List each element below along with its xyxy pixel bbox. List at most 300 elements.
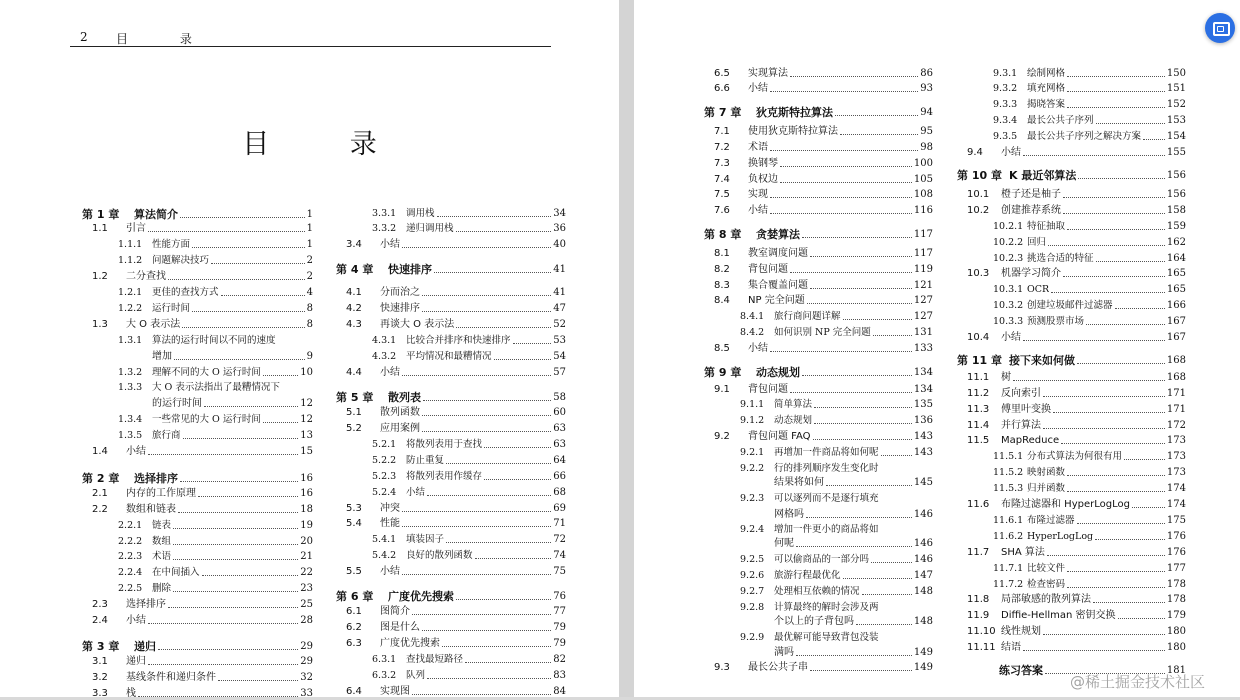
toc-entry-title: 集合覆盖问题 [748, 280, 808, 291]
toc-entry[interactable] [957, 113, 1186, 127]
toc-entry[interactable] [336, 620, 566, 634]
toc-entry[interactable] [704, 66, 933, 80]
toc-entry[interactable] [82, 534, 313, 548]
toc-entry-number: 4.1 [346, 287, 362, 298]
toc-entry[interactable] [704, 309, 933, 323]
toc-entry-number: 5.2.3 [372, 471, 397, 482]
toc-entry[interactable] [336, 221, 566, 235]
toc-entry[interactable] [82, 686, 313, 700]
toc-page-number: 166 [1166, 300, 1186, 311]
toc-page-number: 1 [306, 239, 313, 250]
toc-page-number: 131 [913, 327, 933, 338]
toc-leader-dots [1093, 602, 1165, 603]
toc-entry[interactable] [704, 445, 933, 459]
toc-leader-dots [1061, 443, 1165, 444]
toc-page-number: 154 [1166, 131, 1186, 142]
toc-entry[interactable] [336, 501, 566, 515]
toc-entry-number: 9.3.1 [993, 68, 1018, 79]
toc-entry-number: 第 9 章 [704, 366, 742, 379]
toc-entry[interactable] [82, 285, 313, 299]
toc-entry-title: 大 O 表示法 [126, 319, 181, 330]
toc-entry-number: 5.5 [346, 566, 362, 577]
toc-entry-number: 11.5.2 [993, 467, 1024, 478]
toc-entry-number: 10.3.3 [993, 316, 1024, 327]
toc-entry-title: NP 完全问题 [748, 295, 805, 306]
floating-action-button[interactable] [1205, 13, 1235, 43]
toc-leader-dots [1043, 428, 1165, 429]
toc-entry[interactable] [82, 317, 313, 331]
toc-entry[interactable] [704, 293, 933, 307]
toc-entry[interactable] [82, 412, 313, 426]
toc-page-number: 18 [300, 504, 313, 515]
toc-leader-dots [168, 607, 298, 608]
toc-entry[interactable] [957, 608, 1186, 622]
toc-entry-number: 8.4.1 [740, 311, 765, 322]
toc-entry-number: 11.7.2 [993, 579, 1024, 590]
toc-chapter-entry[interactable] [336, 261, 566, 276]
toc-entry-title: 分布式算法为何很有用 [1027, 451, 1123, 462]
toc-entry[interactable] [957, 402, 1186, 416]
toc-leader-dots [221, 295, 305, 296]
toc-page-number: 20 [300, 536, 313, 547]
toc-page-number: 180 [1166, 626, 1186, 637]
toc-entry[interactable] [336, 564, 566, 578]
toc-leader-dots [1067, 76, 1165, 77]
toc-page-number: 16 [300, 473, 313, 484]
toc-entry[interactable] [336, 548, 566, 562]
toc-leader-dots [442, 646, 551, 647]
toc-entry-title: 算法的运行时间以不同的速度 [152, 335, 276, 346]
toc-entry[interactable] [957, 187, 1186, 201]
toc-entry[interactable] [704, 262, 933, 276]
toc-entry[interactable] [336, 516, 566, 530]
toc-entry-title: 结果将如何 [774, 477, 824, 488]
toc-entry[interactable] [336, 668, 566, 682]
toc-page-number: 162 [1166, 237, 1186, 248]
toc-entry[interactable] [957, 545, 1186, 559]
toc-leader-dots [148, 664, 298, 665]
toc-entry[interactable] [957, 251, 1186, 265]
toc-entry[interactable] [704, 491, 933, 505]
toc-leader-dots [263, 375, 298, 376]
toc-entry-title: 实现算法 [748, 68, 788, 79]
toc-entry-title: 接下来如何做 [1009, 354, 1075, 367]
toc-page-number: 47 [553, 303, 566, 314]
toc-entry-title: 数组和链表 [126, 504, 176, 515]
toc-entry[interactable] [336, 604, 566, 618]
toc-entry[interactable] [82, 269, 313, 283]
toc-page-number: 180 [1166, 642, 1186, 653]
toc-leader-dots [796, 655, 912, 656]
toc-entry[interactable] [336, 532, 566, 546]
toc-leader-dots [780, 182, 912, 183]
toc-entry-title: 检查密码 [1027, 579, 1066, 590]
toc-entry[interactable] [957, 298, 1186, 312]
toc-entry-title: 问题解决技巧 [152, 255, 210, 266]
toc-entry-title: 最长公共子序列 [1027, 115, 1094, 126]
toc-entry[interactable] [336, 333, 566, 347]
toc-page-number: 98 [920, 142, 933, 153]
toc-entry[interactable] [82, 349, 313, 363]
toc-entry[interactable] [957, 465, 1186, 479]
toc-entry[interactable] [82, 565, 313, 579]
toc-entry[interactable] [704, 600, 933, 614]
toc-page-number: 4 [306, 287, 313, 298]
toc-page-number: 77 [553, 606, 566, 617]
toc-entry[interactable] [957, 266, 1186, 280]
toc-page-number: 1 [306, 209, 313, 220]
toc-entry-title: 可以偷商品的一部分吗 [774, 554, 870, 565]
toc-page-number: 95 [920, 126, 933, 137]
toc-entry[interactable] [957, 592, 1186, 606]
toc-entry[interactable] [704, 124, 933, 138]
toc-entry-number: 第 3 章 [82, 640, 120, 653]
toc-entry-number: 3.1 [92, 656, 108, 667]
toc-entry-title: 小结 [406, 487, 426, 498]
toc-page-number: 147 [913, 570, 933, 581]
toc-entry[interactable] [704, 397, 933, 411]
toc-chapter-entry[interactable] [82, 206, 313, 221]
toc-entry-title: 更佳的查找方式 [152, 287, 219, 298]
toc-entry-title: 创建推荐系统 [1001, 205, 1061, 216]
toc-leader-dots [402, 574, 551, 575]
toc-entry-number: 5.4.2 [372, 550, 397, 561]
toc-chapter-entry[interactable] [82, 470, 313, 485]
toc-leader-dots [770, 150, 918, 151]
toc-entry[interactable] [704, 645, 933, 659]
toc-entry-title: Diffie-Hellman 密钥交换 [1001, 610, 1116, 621]
toc-page-number: 94 [920, 107, 933, 118]
toc-page-number: 127 [913, 295, 933, 306]
toc-entry-number: 10.2.3 [993, 253, 1024, 264]
toc-page-number: 175 [1166, 515, 1186, 526]
toc-leader-dots [402, 511, 551, 512]
toc-title: 目 录 [242, 129, 413, 160]
toc-entry[interactable] [704, 552, 933, 566]
toc-entry-title: 在中间插入 [152, 567, 200, 578]
toc-entry[interactable] [704, 246, 933, 260]
toc-entry[interactable] [336, 301, 566, 315]
toc-page-number: 165 [1166, 268, 1186, 279]
toc-entry[interactable] [704, 429, 933, 443]
toc-entry-title: 最优解可能导致背包没装 [774, 632, 879, 643]
toc-entry[interactable] [957, 513, 1186, 527]
toc-entry-number: 4.4 [346, 367, 362, 378]
toc-page-number: 79 [553, 638, 566, 649]
toc-entry[interactable] [82, 380, 313, 394]
toc-entry[interactable] [957, 314, 1186, 328]
toc-entry-number: 2.3 [92, 599, 108, 610]
toc-chapter-entry[interactable] [82, 638, 313, 653]
toc-entry[interactable] [336, 684, 566, 698]
toc-entry-title: 一些常见的大 O 运行时间 [152, 414, 261, 425]
toc-entry-title: 回归 [1027, 237, 1047, 248]
toc-entry-title: 预测股票市场 [1027, 316, 1085, 327]
toc-page-number: 167 [1166, 332, 1186, 343]
toc-entry-title: 背包问题 [748, 264, 788, 275]
toc-page-number: 2 [306, 255, 313, 266]
toc-entry-title: 结语 [1001, 642, 1021, 653]
toc-entry[interactable] [336, 285, 566, 299]
toc-entry-title: 可以逐列而不是逐行填充 [774, 493, 879, 504]
toc-entry-number: 9.3 [714, 662, 730, 673]
toc-entry-title: 再增加一件商品将如何呢 [774, 447, 879, 458]
toc-chapter-entry[interactable] [704, 104, 933, 119]
toc-entry[interactable] [704, 203, 933, 217]
toc-entry[interactable] [957, 386, 1186, 400]
toc-entry[interactable] [704, 172, 933, 186]
toc-entry-number: 1.3.2 [118, 367, 143, 378]
toc-leader-dots [1077, 363, 1165, 364]
toc-entry[interactable] [82, 333, 313, 347]
toc-page-number: 8 [306, 303, 313, 314]
toc-entry[interactable] [957, 282, 1186, 296]
toc-entry-title: 旅行商 [152, 430, 181, 441]
toc-entry[interactable] [957, 66, 1186, 80]
toc-page-number: 149 [913, 662, 933, 673]
toc-entry[interactable] [82, 502, 313, 516]
toc-page-number: 40 [553, 239, 566, 250]
toc-entry[interactable] [82, 518, 313, 532]
toc-entry[interactable] [957, 97, 1186, 111]
toc-leader-dots [873, 335, 912, 336]
toc-chapter-entry[interactable] [704, 364, 933, 379]
toc-entry[interactable] [704, 536, 933, 550]
toc-entry[interactable] [82, 581, 313, 595]
toc-entry[interactable] [336, 636, 566, 650]
toc-entry[interactable] [957, 203, 1186, 217]
toc-entry[interactable] [957, 235, 1186, 249]
toc-entry-title: 小结 [1001, 332, 1021, 343]
toc-leader-dots [422, 295, 551, 296]
toc-page-number: 146 [913, 509, 933, 520]
running-header [70, 29, 551, 47]
toc-entry-number: 第 6 章 [336, 590, 374, 603]
toc-entry[interactable] [957, 370, 1186, 384]
toc-entry-title: 小结 [380, 566, 400, 577]
toc-leader-dots [1013, 380, 1165, 381]
toc-leader-dots [1067, 587, 1165, 588]
toc-entry-title: 如何识别 NP 完全问题 [774, 327, 871, 338]
toc-leader-dots [790, 76, 918, 77]
toc-entry-title: 平均情况和最糟情况 [406, 351, 492, 362]
toc-entry-title: 旅行商问题详解 [774, 311, 841, 322]
toc-leader-dots [484, 479, 551, 480]
toc-entry[interactable] [957, 418, 1186, 432]
toc-leader-dots [446, 542, 551, 543]
toc-entry-title: 选择排序 [134, 472, 178, 485]
toc-entry[interactable] [704, 382, 933, 396]
toc-leader-dots [513, 343, 552, 344]
toc-entry[interactable] [336, 405, 566, 419]
toc-page-number: 16 [300, 488, 313, 499]
toc-entry-number: 第 1 章 [82, 208, 120, 221]
toc-entry-title: 广度优先搜索 [388, 590, 454, 603]
toc-entry[interactable] [957, 529, 1186, 543]
toc-entry[interactable] [82, 301, 313, 315]
toc-entry[interactable] [957, 330, 1186, 344]
toc-leader-dots [422, 431, 551, 432]
toc-entry[interactable] [704, 630, 933, 644]
toc-leader-dots [1067, 491, 1165, 492]
toc-entry-title: 图简介 [380, 606, 410, 617]
toc-page-number: 148 [913, 586, 933, 597]
toc-entry[interactable] [336, 206, 566, 220]
toc-entry[interactable] [82, 597, 313, 611]
toc-leader-dots [770, 351, 912, 352]
toc-leader-dots [204, 406, 298, 407]
toc-entry[interactable] [82, 428, 313, 442]
toc-leader-dots [1067, 91, 1165, 92]
toc-chapter-entry[interactable] [957, 167, 1186, 182]
toc-entry[interactable] [704, 341, 933, 355]
toc-entry[interactable] [704, 461, 933, 475]
toc-entry[interactable] [704, 187, 933, 201]
toc-entry[interactable] [704, 475, 933, 489]
toc-entry-title: 动态规划 [756, 366, 800, 379]
toc-entry[interactable] [957, 145, 1186, 159]
toc-entry-title: 绘制网格 [1027, 68, 1066, 79]
toc-page-number: 134 [913, 367, 933, 378]
toc-entry[interactable] [957, 561, 1186, 575]
toc-entry[interactable] [82, 396, 313, 410]
toc-entry[interactable] [704, 413, 933, 427]
toc-entry-number: 1.2.1 [118, 287, 143, 298]
toc-entry[interactable] [704, 156, 933, 170]
toc-entry-number: 8.4 [714, 295, 730, 306]
toc-entry-title: 广度优先搜索 [380, 638, 440, 649]
toc-page-number: 32 [300, 672, 313, 683]
toc-entry[interactable] [704, 140, 933, 154]
toc-entry-number: 9.2.2 [740, 463, 765, 474]
toc-entry[interactable] [336, 421, 566, 435]
toc-entry[interactable] [336, 349, 566, 363]
toc-entry-number: 6.3 [346, 638, 362, 649]
toc-page-number: 33 [300, 688, 313, 699]
toc-entry[interactable] [336, 237, 566, 251]
toc-entry[interactable] [82, 613, 313, 627]
toc-entry[interactable] [82, 444, 313, 458]
toc-entry[interactable] [704, 81, 933, 95]
toc-entry-number: 6.2 [346, 622, 362, 633]
toc-entry[interactable] [336, 437, 566, 451]
toc-entry-title: 机器学习简介 [1001, 268, 1061, 279]
toc-entry[interactable] [704, 325, 933, 339]
toc-leader-dots [807, 303, 912, 304]
toc-page-number: 178 [1166, 594, 1186, 605]
toc-leader-dots [456, 599, 551, 600]
toc-leader-dots [437, 216, 552, 217]
toc-entry[interactable] [82, 486, 313, 500]
toc-entry-title: 反向索引 [1001, 388, 1041, 399]
toc-entry-title: 动态规划 [774, 415, 813, 426]
toc-page-number: 79 [553, 622, 566, 633]
toc-entry[interactable] [704, 278, 933, 292]
toc-entry-title: 小结 [748, 205, 768, 216]
toc-entry-title: 处理相互依赖的情况 [774, 586, 860, 597]
toc-entry[interactable] [82, 670, 313, 684]
toc-page-number: 156 [1166, 189, 1186, 200]
toc-entry[interactable] [704, 522, 933, 536]
toc-entry-number: 7.2 [714, 142, 730, 153]
toc-page-number: 148 [913, 616, 933, 627]
toc-entry[interactable] [336, 469, 566, 483]
toc-entry[interactable] [82, 221, 313, 235]
toc-entry-number: 5.2 [346, 423, 362, 434]
toc-entry[interactable] [957, 81, 1186, 95]
toc-entry[interactable] [704, 507, 933, 521]
toc-entry[interactable] [336, 365, 566, 379]
toc-page-number: 63 [553, 439, 566, 450]
toc-entry[interactable] [336, 485, 566, 499]
toc-leader-dots [802, 375, 912, 376]
toc-entry-number: 5.3 [346, 503, 362, 514]
toc-entry[interactable] [82, 549, 313, 563]
toc-entry[interactable] [957, 481, 1186, 495]
toc-entry[interactable] [957, 129, 1186, 143]
toc-leader-dots [1063, 197, 1165, 198]
toc-leader-dots [180, 217, 305, 218]
toc-entry[interactable] [336, 317, 566, 331]
toc-entry-number: 9.3.5 [993, 131, 1018, 142]
toc-page-number: 135 [913, 399, 933, 410]
toc-leader-dots [790, 272, 912, 273]
toc-entry[interactable] [704, 568, 933, 582]
toc-entry[interactable] [336, 652, 566, 666]
toc-entry[interactable] [957, 640, 1186, 654]
toc-entry[interactable] [82, 237, 313, 251]
toc-entry-number: 5.2.2 [372, 455, 397, 466]
toc-entry-title: 挑选合适的特征 [1027, 253, 1094, 264]
toc-page-number: 60 [553, 407, 566, 418]
toc-entry[interactable] [957, 577, 1186, 591]
toc-entry[interactable] [336, 453, 566, 467]
toc-entry-title: 创建垃圾邮件过滤器 [1027, 300, 1113, 311]
toc-entry[interactable] [82, 253, 313, 267]
toc-entry[interactable] [957, 449, 1186, 463]
toc-page-number: 143 [913, 431, 933, 442]
toc-leader-dots [158, 649, 298, 650]
toc-chapter-entry[interactable] [957, 352, 1186, 367]
toc-entry[interactable] [704, 660, 933, 674]
toc-entry-number: 2.2.1 [118, 520, 143, 531]
toc-page-number: 71 [553, 518, 566, 529]
toc-entry[interactable] [957, 624, 1186, 638]
toc-leader-dots [423, 400, 551, 401]
toc-leader-dots [427, 495, 551, 496]
toc-entry[interactable] [704, 614, 933, 628]
toc-entry[interactable] [957, 219, 1186, 233]
toc-entry-number: 11.2 [967, 388, 990, 399]
toc-leader-dots [862, 594, 912, 595]
toc-page-number: 9 [306, 351, 313, 362]
toc-page-number: 146 [913, 538, 933, 549]
toc-entry[interactable] [957, 497, 1186, 511]
toc-page-number: 173 [1166, 467, 1186, 478]
toc-entry-title: 小结 [748, 83, 768, 94]
toc-entry[interactable] [82, 365, 313, 379]
toc-chapter-entry[interactable] [704, 226, 933, 241]
toc-entry-number: 11.5.3 [993, 483, 1024, 494]
toc-entry[interactable] [82, 654, 313, 668]
toc-chapter-entry[interactable] [336, 389, 566, 404]
toc-chapter-entry[interactable] [336, 588, 566, 603]
toc-entry[interactable] [704, 584, 933, 598]
toc-leader-dots [1051, 292, 1165, 293]
toc-entry[interactable] [957, 433, 1186, 447]
toc-entry-title: 应用案例 [380, 423, 420, 434]
toc-entry-number: 5.1 [346, 407, 362, 418]
